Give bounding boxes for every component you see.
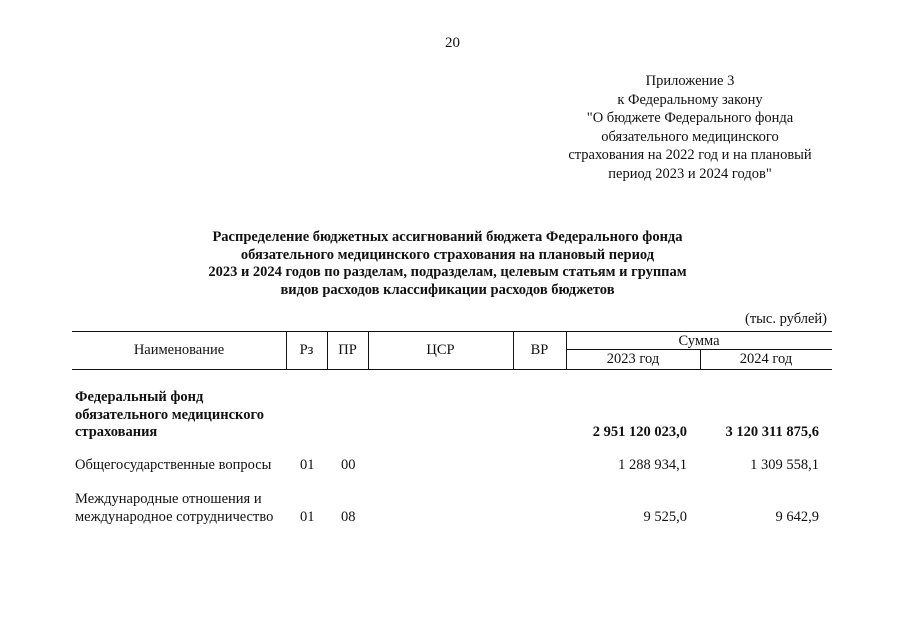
appendix-line: "О бюджете Федерального фонда bbox=[586, 110, 794, 126]
appendix-line: обязательного медицинского bbox=[601, 128, 779, 145]
units-label: (тыс. рублей) bbox=[745, 311, 827, 327]
page-number: 20 bbox=[445, 35, 460, 51]
title-line: 2023 и 2024 годов по разделам, подразделам, целевым статьям и группам bbox=[208, 264, 687, 280]
row-sum-2023: 9 525,0 bbox=[643, 509, 687, 525]
header-year-2023: 2023 год bbox=[606, 351, 660, 367]
header-rz: Рз bbox=[299, 342, 314, 358]
title-line: Распределение бюджетных ассигнований бюджета Федерального фонда bbox=[212, 229, 683, 245]
header-year-2024: 2024 год bbox=[739, 351, 793, 367]
row-name-line: обязательного медицинского bbox=[75, 406, 264, 423]
table-row-name bbox=[75, 389, 264, 442]
table-row-name bbox=[75, 491, 273, 526]
row-sum-2024: 1 309 558,1 bbox=[750, 457, 819, 473]
row-pr: 08 bbox=[341, 509, 356, 525]
table-header bbox=[72, 331, 832, 370]
row-sum-2023: 1 288 934,1 bbox=[618, 457, 687, 473]
appendix-line: к Федеральному закону bbox=[617, 91, 763, 108]
appendix-line: Приложение 3 bbox=[645, 73, 735, 89]
header-pr: ПР bbox=[338, 342, 357, 358]
header-vr: ВР bbox=[530, 342, 549, 358]
row-pr: 00 bbox=[341, 457, 356, 473]
title-line: видов расходов классификации расходов бюджетов bbox=[280, 281, 615, 298]
document-title bbox=[150, 229, 745, 299]
appendix-line: период 2023 и 2024 годов" bbox=[608, 165, 772, 182]
row-name-line: Общегосударственные вопросы bbox=[75, 457, 272, 473]
row-name-line: международное сотрудничество bbox=[75, 508, 274, 525]
row-sum-2024: 3 120 311 875,6 bbox=[725, 424, 819, 440]
row-name-line: Международные отношения и bbox=[75, 491, 262, 507]
header-csr: ЦСР bbox=[426, 342, 455, 358]
row-sum-2024: 9 642,9 bbox=[775, 509, 819, 525]
header-sum: Сумма bbox=[566, 332, 832, 350]
row-rz: 01 bbox=[300, 457, 315, 473]
appendix-note bbox=[530, 72, 850, 183]
row-rz: 01 bbox=[300, 509, 315, 525]
table-row-name bbox=[75, 457, 271, 475]
row-name-line: Федеральный фонд bbox=[75, 389, 204, 405]
header-name: Наименование bbox=[133, 342, 225, 358]
appendix-line: страхования на 2022 год и на плановый bbox=[568, 147, 812, 163]
row-sum-2023: 2 951 120 023,0 bbox=[592, 424, 687, 440]
row-name-line: страхования bbox=[75, 424, 158, 440]
title-line: обязательного медицинского страхования на плановый период bbox=[240, 246, 655, 263]
